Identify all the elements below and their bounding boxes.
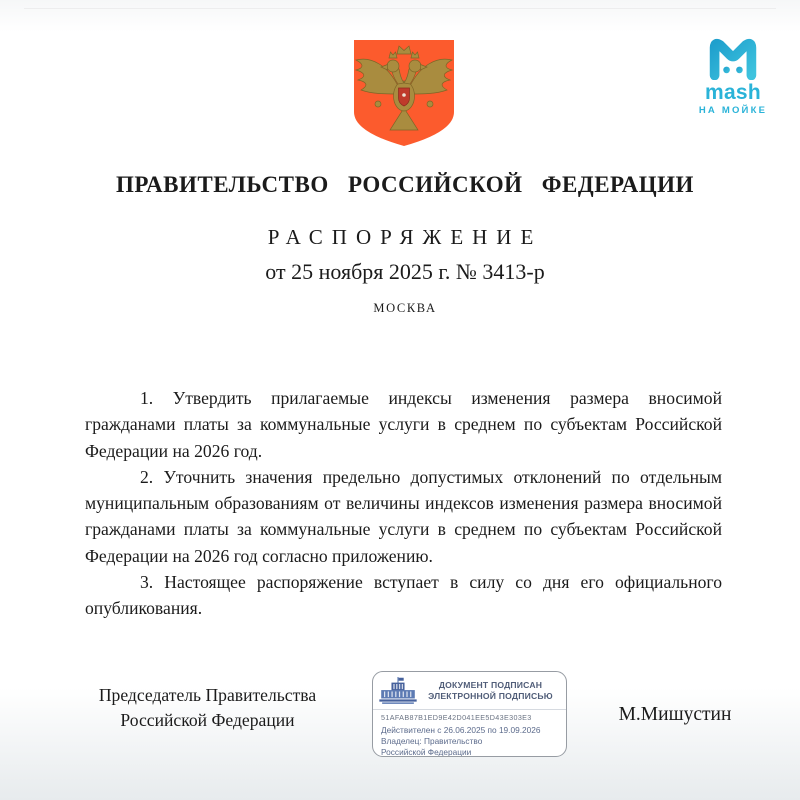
body-paragraph-1: 1. Утвердить прилагаемые индексы изменения размера вносимой гражданами платы за коммунальные услуги в среднем по субъектам Российской Федерации на 2026 год. bbox=[85, 388, 722, 461]
stamp-title-line2: ЭЛЕКТРОННОЙ ПОДПИСЬЮ bbox=[428, 691, 553, 701]
electronic-signature-stamp bbox=[372, 671, 567, 757]
mash-subtitle-text: НА МОЙКЕ bbox=[698, 105, 768, 116]
city-label: МОСКВА bbox=[373, 301, 437, 315]
signer-title-line2: Российской Федерации bbox=[120, 710, 295, 730]
mash-brand-text: mash bbox=[704, 81, 762, 104]
coat-of-arms-icon bbox=[344, 34, 464, 150]
stamp-owner: Владелец: Правительство Российской Федерации bbox=[381, 736, 483, 757]
gov-building-icon bbox=[379, 677, 417, 705]
stamp-title bbox=[422, 680, 559, 702]
document-body bbox=[85, 385, 722, 622]
body-paragraph-3: 3. Настоящее распоряжение вступает в силу со дня его официального опубликования. bbox=[85, 572, 722, 619]
stamp-title-line1: ДОКУМЕНТ ПОДПИСАН bbox=[438, 680, 543, 690]
organization-title: ПРАВИТЕЛЬСТВО РОССИЙСКОЙ ФЕДЕРАЦИИ bbox=[116, 172, 694, 197]
body-paragraph-2: 2. Уточнить значения предельно допустимых отклонений по отдельным муниципальным образованиям от величины индексов изменения размера вносимой гражданами платы за коммунальные услуги в среднем по субъектам Российской Федерации на 2026 год согласно приложению. bbox=[85, 466, 722, 566]
stamp-validity: Действителен с 26.06.2025 по 19.09.2026 bbox=[381, 725, 541, 735]
date-number-line: от 25 ноября 2025 г. № 3413-р bbox=[265, 259, 545, 284]
top-divider bbox=[24, 8, 776, 9]
stamp-certificate-number: 51AFAB87B1ED9E42D041EE5D43E303E3 bbox=[381, 713, 532, 722]
document-type-title: РАСПОРЯЖЕНИЕ bbox=[267, 225, 543, 249]
mash-m-icon bbox=[704, 34, 762, 80]
mash-logo bbox=[690, 34, 776, 116]
signer-title bbox=[75, 683, 340, 733]
signer-name: М.Мишустин bbox=[618, 704, 732, 725]
signer-title-line1: Председатель Правительства bbox=[98, 685, 317, 705]
stamp-header bbox=[373, 672, 566, 710]
